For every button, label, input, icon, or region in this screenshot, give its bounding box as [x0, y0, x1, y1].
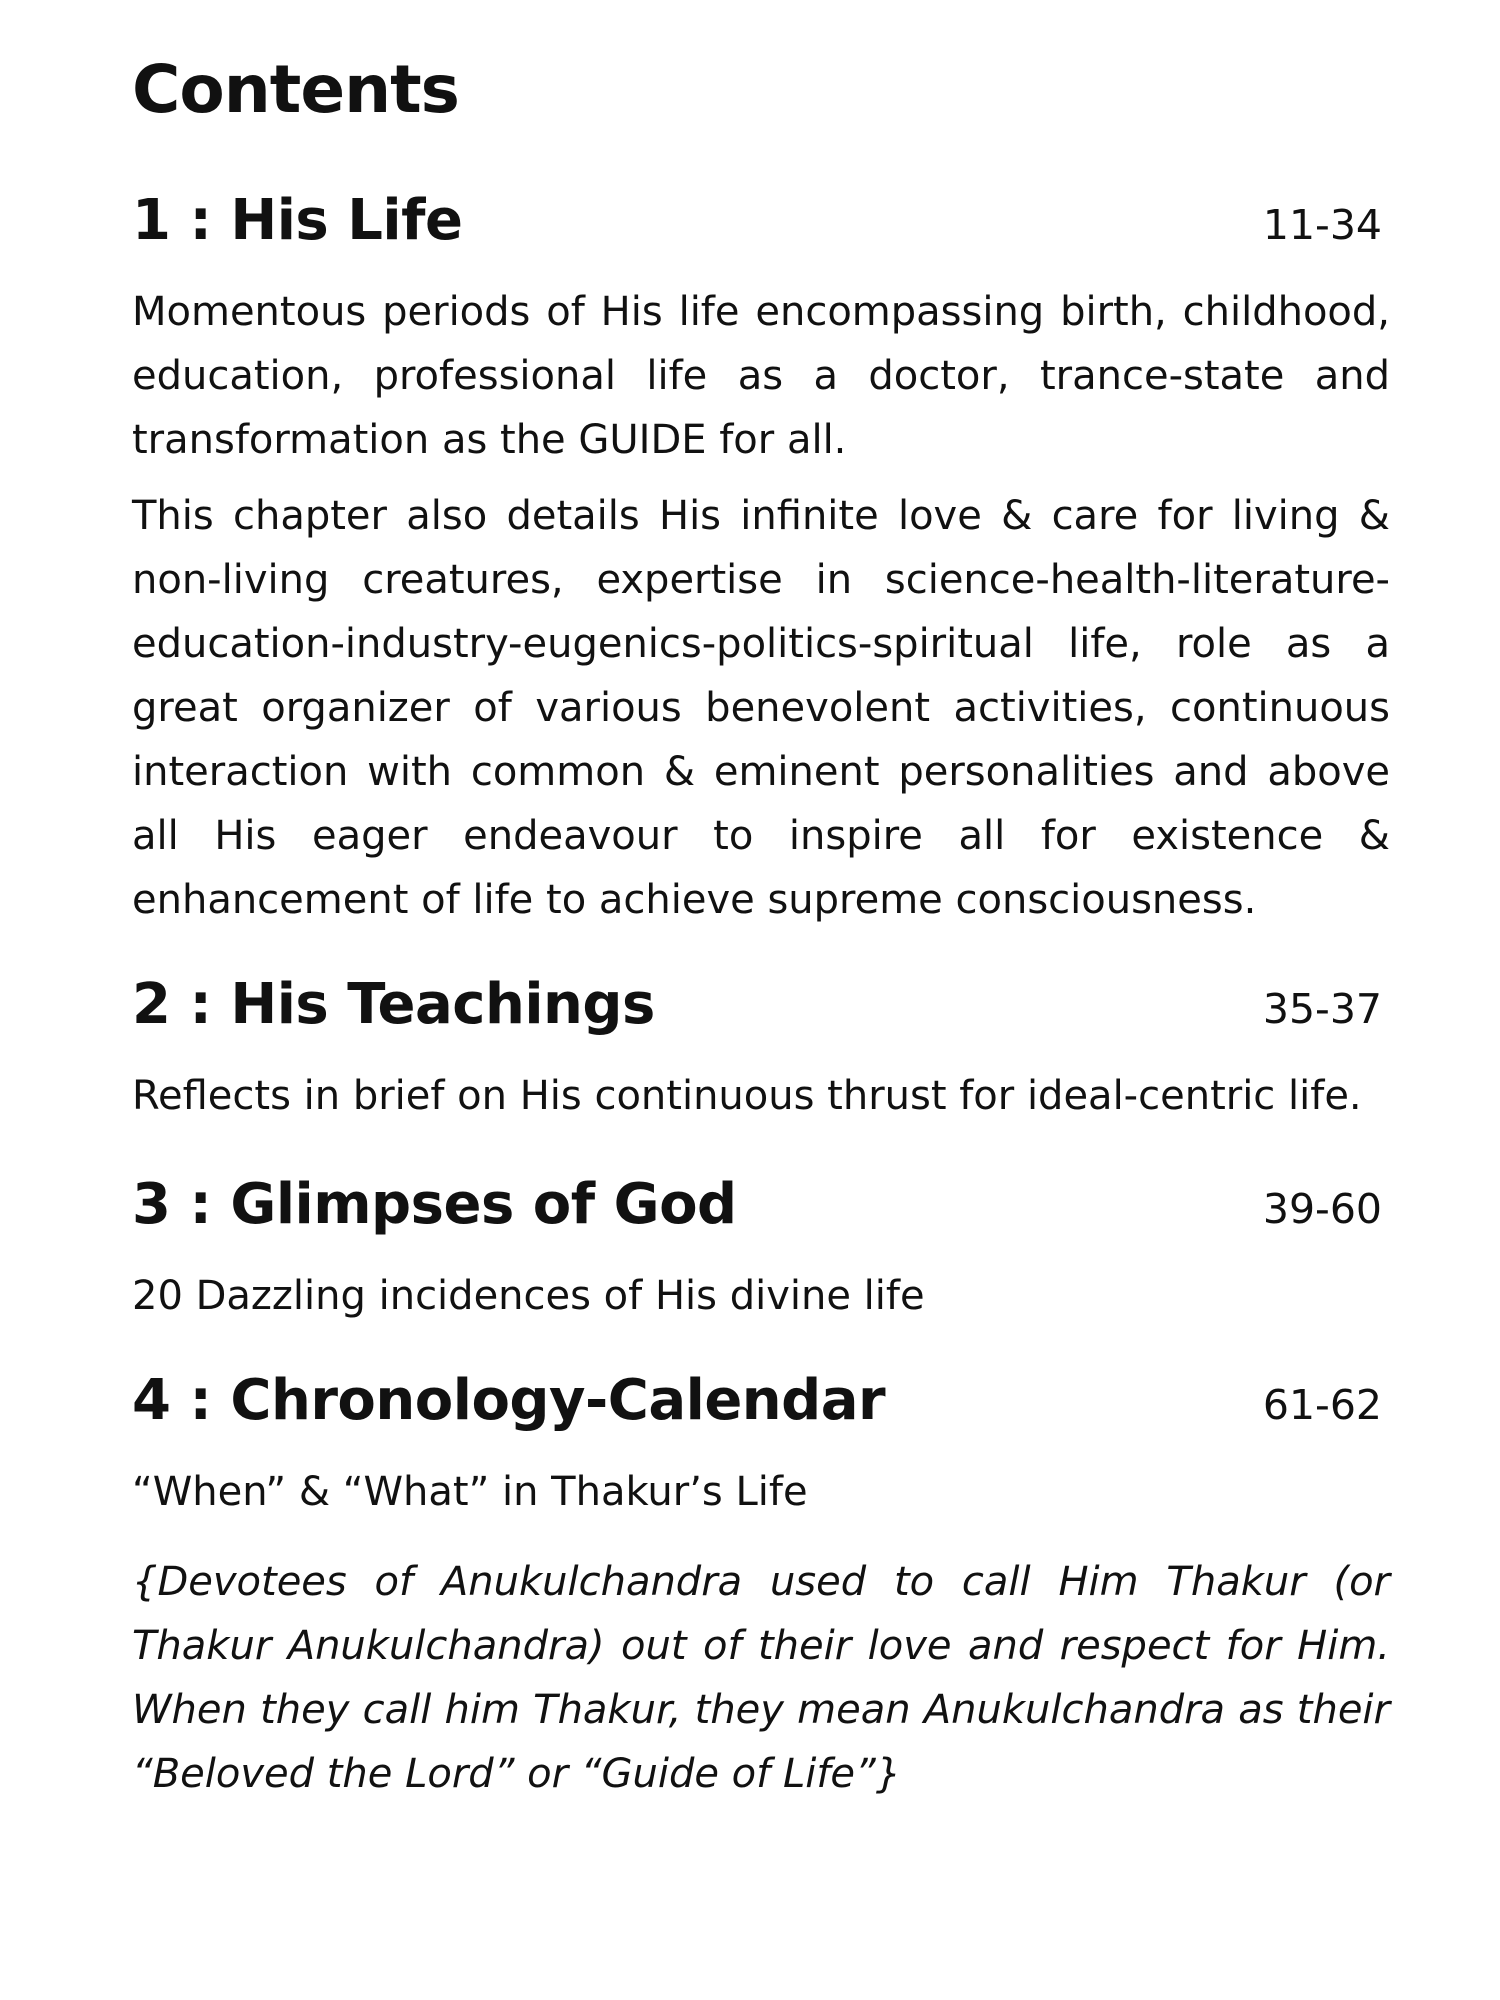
chapter-3-summary: 20 Dazzling incidences of His divine life — [132, 1273, 925, 1319]
chapter-4-title: 4 : Chronology-Calendar — [132, 1368, 886, 1433]
chapter-2-summary: Reflects in brief on His continuous thrust for ideal-centric life. — [132, 1073, 1362, 1119]
chapter-2-page-range: 35-37 — [1262, 985, 1382, 1033]
chapter-3-page-range: 39-60 — [1262, 1185, 1382, 1233]
chapter-1-summary: Momentous periods of His life encompassing birth, childhood, education, professional life as a doctor, trance-state and transformation as the GUIDE for all. — [132, 289, 1390, 463]
chapter-3 — [132, 1172, 1390, 1328]
chapter-2-header — [132, 972, 1390, 1064]
contents-page — [132, 40, 1390, 1806]
chapter-3-header — [132, 1172, 1390, 1264]
chapter-1-page-range: 11-34 — [1262, 201, 1382, 249]
chapter-4-header — [132, 1368, 1390, 1460]
chapter-2-title: 2 : His Teachings — [132, 972, 655, 1037]
chapter-4 — [132, 1368, 1390, 1524]
chapter-1-title: 1 : His Life — [132, 188, 463, 253]
chapter-1-details: This chapter also details His infinite love & care for living & non-living creatures, expertise in science-health-literature-education-industry-eugenics-politics-spiritual life, role as a great organizer of various benevolent activities, continuous interaction with common & eminent personalities and above all His eager endeavour to inspire all for existence & enhancement of life to achieve supreme consciousness. — [132, 493, 1390, 923]
chapter-1-header — [132, 188, 1390, 280]
chapter-1 — [132, 188, 1390, 932]
devotee-note: {Devotees of Anukulchandra used to call Him Thakur (or Thakur Anukulchandra) out of their love and respect for Him. When they call him Thakur, they mean Anukulchandra as their “Beloved the Lord” or “Guide of Life”} — [132, 1559, 1390, 1797]
chapter-3-title: 3 : Glimpses of God — [132, 1172, 737, 1237]
chapter-4-summary: “When” & “What” in Thakur’s Life — [132, 1469, 808, 1515]
page-title: Contents — [132, 51, 459, 128]
chapter-2 — [132, 972, 1390, 1128]
chapter-4-page-range: 61-62 — [1262, 1381, 1382, 1429]
